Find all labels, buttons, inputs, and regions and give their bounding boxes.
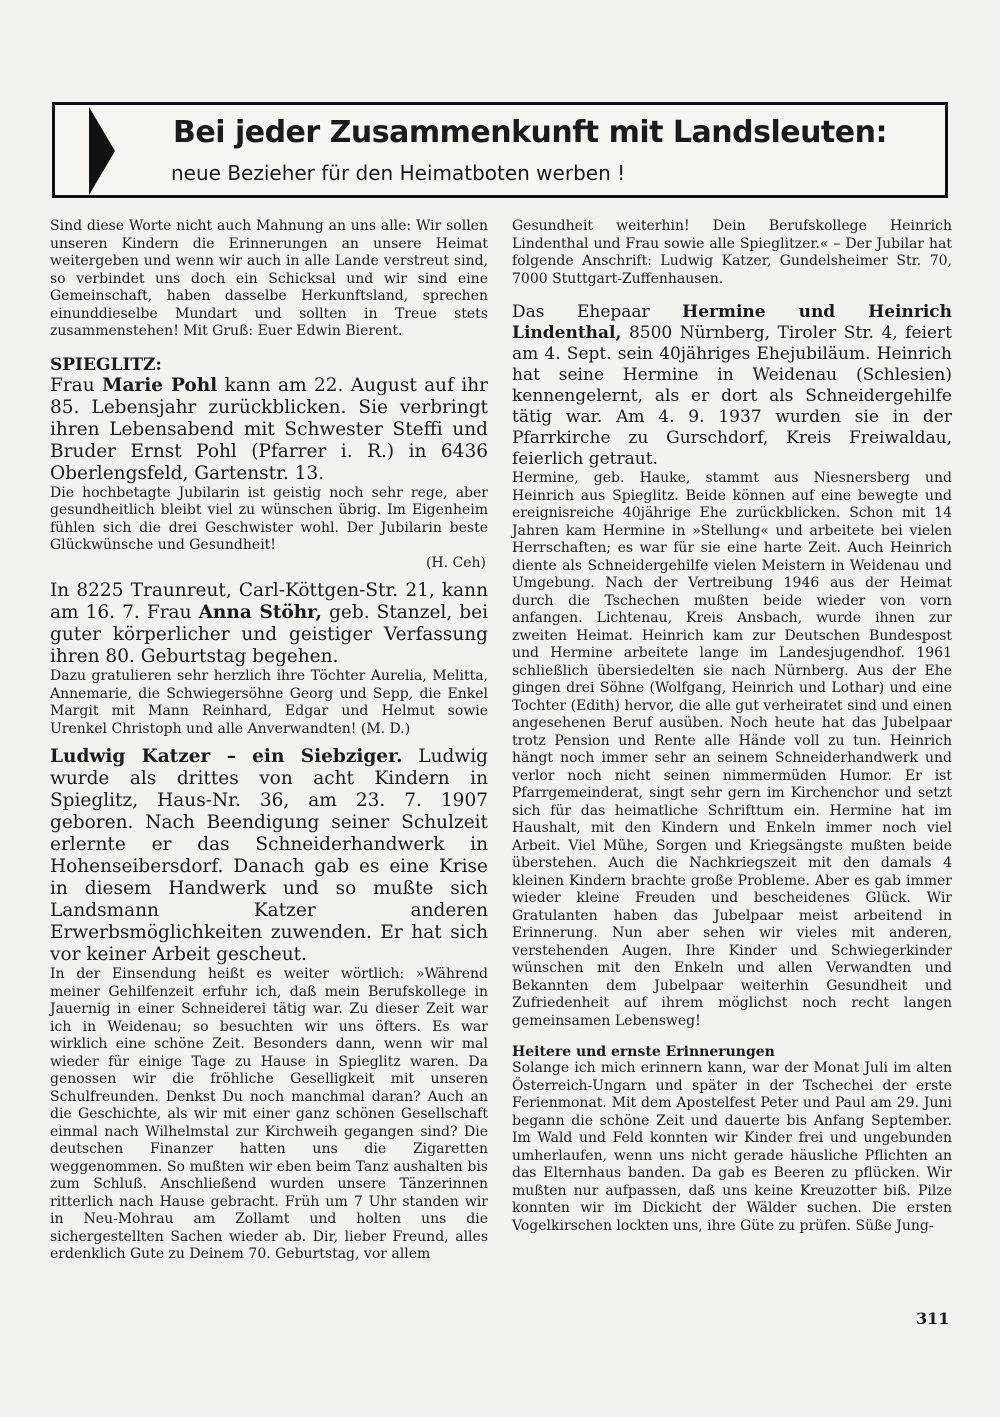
banner-headline: Bei jeder Zusammenkunft mit Landsleuten: (173, 115, 887, 150)
pohl-name: Marie Pohl (102, 374, 218, 396)
arrow-icon (89, 107, 115, 195)
lindenthal-name: Hermine und Heinrich Lindenthal, (512, 302, 952, 343)
stoehr-detail: Dazu gratulieren sehr herzlich ihre Töchter Aurelia, Melitta, Annemarie, die Schwiegersöhne Georg und Sepp, die Enkel Margit mit Mann Reinhard, Edgar und Helmut sowie Urenkel Christoph und alle Anverwandten! (M. D.) (50, 668, 488, 737)
banner-subline: neue Bezieher für den Heimatboten werben ! (171, 161, 626, 185)
section-title-spieglitz: SPIEGLITZ: (50, 354, 162, 375)
katzer-lead: Ludwig Katzer – ein Siebziger. Ludwig wurde als drittes von acht Kindern in Spieglitz, Haus-Nr. 36, am 23. 7. 1907 geboren. Nach Beendigung seiner Schulzeit erlernte er das Schneiderhandwerk in Hohenseibersdorf. Danach gab es eine Krise in diesem Handwerk und so mußte sich Landsmann Katzer anderen Erwerbsmöglichkeiten zuwenden. Er hat sich vor keiner Arbeit gescheut. (50, 746, 488, 965)
katzer-detail: In der Einsendung heißt es weiter wörtlich: »Während meiner Gehilfenzeit erfuhr ich, daß mein Berufskollege in Jauernig in einer Schneiderei tätig war. Zu dieser Zeit war ich in Weidenau; so besuchten wir uns öfters. Es war wirklich eine schöne Zeit. Besonders dann, wenn wir mal wieder für einige Tage zu Hause in Spieglitz waren. Da genossen wir die fröhliche Geselligkeit mit unseren Schulfreunden. Denkst Du noch manchmal daran? Auch an die Geschichte, als wir mit einer ganz schönen Gesellschaft einmal nach Wilhelmstal zur Kirchweih gegangen sind? Die deutschen Finanzer hatten uns die Zigaretten weggenommen. So mußten wir eben beim Tanz aushalten bis zum Schluß. Anschließend wurden unsere Tänzerinnen ritterlich nach Hause gebracht. Früh um 7 Uhr standen wir in Neu-Mohrau am Zollamt und holten uns die sichergestellten Sachen wieder ab. Dir, lieber Freund, alles erdenklich Gute zu Deinem 70. Geburtstag, vor allem (50, 966, 488, 1262)
pohl-detail: Die hochbetagte Jubilarin ist geistig noch sehr rege, aber gesundheitlich bleibt viel zu wünschen übrig. Im Eigenheim fühlen sich die drei Geschwister wohl. Der Jubilarin beste Glückwünsche und Gesundheit! (50, 484, 488, 553)
memories-text: Solange ich mich erinnern kann, war der Monat Juli im alten Österreich-Ungarn und später in der Tschechei der erste Ferienmonat. Mit dem Apostelfest Peter und Paul am 29. Juni begann die schöne Zeit und dauerte bis Anfang September. Im Wald und Feld konnten wir Kinder frei und ungebunden umherlaufen, wenn uns nicht gerade häusliche Pflichten an das Elternhaus banden. Da gab es Beeren zu pflücken. Wir mußten nur aufpassen, daß uns keine Kreuzotter biß. Pilze konnten wir im Dickicht der Wälder suchen. Die ersten Vogelkirschen lockten uns, ihre Güte zu prüfen. Süße Jung- (512, 1060, 952, 1234)
subscription-banner (52, 102, 948, 198)
page-number: 311 (916, 1309, 950, 1328)
stoehr-lead: In 8225 Traunreut, Carl-Köttgen-Str. 21, kann am 16. 7. Frau Anna Stöhr, geb. Stanzel, bei guter körperlicher und geistiger Verfassung ihren 80. Geburtstag begehen. (50, 580, 488, 667)
pohl-credit: (H. Ceh) (425, 554, 486, 571)
lindenthal-detail: Hermine, geb. Hauke, stammt aus Niesnersberg und Heinrich aus Spieglitz. Beide können auf eine bewegte und ereignisreiche 40jährige Ehe zurückblicken. Schon mit 14 Jahren kam Hermine in »Stellung« und arbeitete bei vielen Herrschaften; es war für sie eine harte Zeit. Auch Heinrich diente als Schneidergehilfe vielen Meistern in Weidenau und Umgebung. Nach der Vertreibung 1946 aus der Heimat durch die Tschechen mußten beide wieder von vorn anfangen. Lichtenau, Kreis Ansbach, wurde ihnen zur zweiten Heimat. Heinrich kam zur Deutschen Bundespost und Hermine arbeitete lange im Landesjugendhof. 1961 schließlich übersiedelten sie nach Nürnberg. Aus der Ehe gingen drei Söhne (Wolfgang, Heinrich und Lothar) und eine Tochter (Edith) hervor, die alle gut verheiratet sind und einen angesehenen Beruf ausüben. Noch heute hat das Jubelpaar trotz Pension und Rente alle Hände voll zu tun. Heinrich hängt noch immer sehr an seinem Schneiderhandwerk und verlor noch nicht seinen nimmermüden Humor. Er ist Pfarrgemeinderat, singt sehr gern im Kirchenchor und setzt sich für das heimatliche Schrifttum ein. Hermine hat im Haushalt, mit den Kindern und Enkeln immer noch viel Arbeit. Viel Mühe, Sorgen und Kriegsängste mußten beide überstehen. Auch die Nachkriegszeit mit den damals 4 kleinen Kindern brachte große Probleme. Aber es gab immer wieder kleine Freuden und bescheidenes Glück. Wir Gratulanten haben das Jubelpaar meist arbeitend in Erinnerung. Nun aber sehen wir vieles mit anderen, verstehenden Augen. Ihre Kinder und Schwiegerkinder wünschen mit den Enkeln und allen Verwandten und Bekannten dem Jubelpaar weiterhin Gesundheit und Zufriedenheit auf ihrem möglichst noch recht langen gemeinsamen Lebensweg! (512, 470, 952, 1029)
intro-paragraph: Sind diese Worte nicht auch Mahnung an uns alle: Wir sollen unseren Kindern die Erinnerungen an unsere Heimat weitergeben und wenn wir auch in alle Lande verstreut sind, so verbindet uns doch ein Schicksal und wir sind eine Gemeinschaft, haben dasselbe Herkunftsland, sprechen einunddieselbe Mundart und sollten in Treue stets zusammenstehen! Mit Gruß: Euer Edwin Bierent. (50, 218, 488, 339)
pohl-lead: Frau Marie Pohl kann am 22. August auf ihr 85. Lebensjahr zurückblicken. Sie verbringt ihren Lebensabend mit Schwester Steffi und Bruder Ernst Pohl (Pfarrer i. R.) in 6436 Oberlengsfeld, Gartenstr. 13. (50, 374, 488, 484)
right-column (512, 218, 952, 1235)
memories-title: Heitere und ernste Erinnerungen (512, 1044, 775, 1060)
katzer-continuation: Gesundheit weiterhin! Dein Berufskollege Heinrich Lindenthal und Frau sowie alle Spieglitzer.« – Der Jubilar hat folgende Anschrift: Ludwig Katzer, Gundelsheimer Str. 70, 7000 Stuttgart-Zuffenhausen. (512, 218, 952, 287)
katzer-name: Ludwig Katzer – ein Siebziger. (50, 746, 403, 767)
lindenthal-lead: Das Ehepaar Hermine und Heinrich Lindenthal, 8500 Nürnberg, Tiroler Str. 4, feiert am 4. Sept. sein 40jähriges Ehejubiläum. Heinrich hat seine Hermine in Weidenau (Schlesien) kennengelernt, als er dort als Schneidergehilfe tätig war. Am 4. 9. 1937 wurden sie in der Pfarrkirche zu Gurschdorf, Kreis Freiwaldau, feierlich getraut. (512, 302, 952, 469)
left-column (50, 218, 488, 1264)
stoehr-name: Anna Stöhr, (198, 602, 322, 623)
